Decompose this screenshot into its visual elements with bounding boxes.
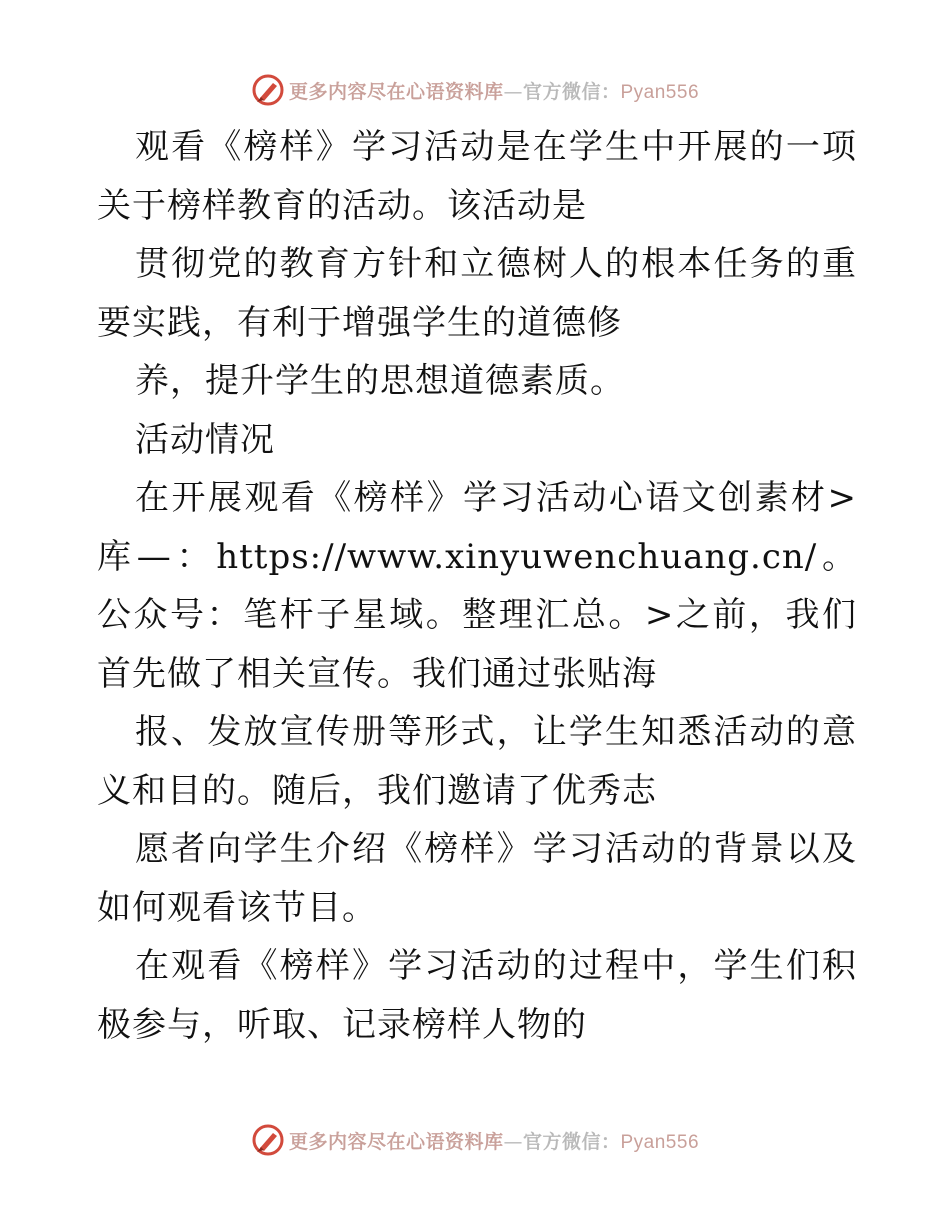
section-heading: 活动情况	[135, 419, 275, 460]
watermark-header	[0, 70, 950, 110]
paragraph: 愿者向学生介绍《榜样》学习活动的背景以及如何观看该节目。	[97, 829, 857, 928]
paragraph: 贯彻党的教育方针和立德树人的根本任务的重要实践，有利于增强学生的道德修	[97, 244, 857, 343]
watermark-dash: —	[503, 1130, 523, 1153]
paragraph: 报、发放宣传册等形式，让学生知悉活动的意义和目的。随后，我们邀请了优秀志	[97, 712, 857, 811]
document-body	[97, 118, 857, 1054]
paragraph: 在开展观看《榜样》学习活动心语文创素材>库—：https://www.xinyuwenchuang.cn/。公众号：笔杆子星域。整理汇总。>之前，我们首先做了相关宣传。我们通过张贴海	[97, 478, 857, 694]
watermark-main: 更多内容尽在心语资料库	[288, 1130, 504, 1153]
watermark-text	[289, 77, 699, 104]
watermark-id: Pyan556	[620, 1131, 700, 1153]
watermark-label: 官方微信：	[522, 80, 621, 103]
watermark-id: Pyan556	[620, 81, 700, 103]
watermark-text	[289, 1127, 699, 1154]
watermark-footer	[0, 1120, 950, 1160]
watermark-label: 官方微信：	[522, 1130, 621, 1153]
watermark-dash: —	[503, 80, 523, 103]
paragraph: 观看《榜样》学习活动是在学生中开展的一项关于榜样教育的活动。该活动是	[97, 127, 857, 226]
brush-pen-logo-icon	[251, 73, 285, 107]
paragraph: 养，提升学生的思想道德素质。	[135, 361, 625, 401]
watermark-main: 更多内容尽在心语资料库	[288, 80, 504, 103]
paragraph: 在观看《榜样》学习活动的过程中，学生们积极参与，听取、记录榜样人物的	[97, 946, 857, 1045]
brush-pen-logo-icon	[251, 1123, 285, 1157]
